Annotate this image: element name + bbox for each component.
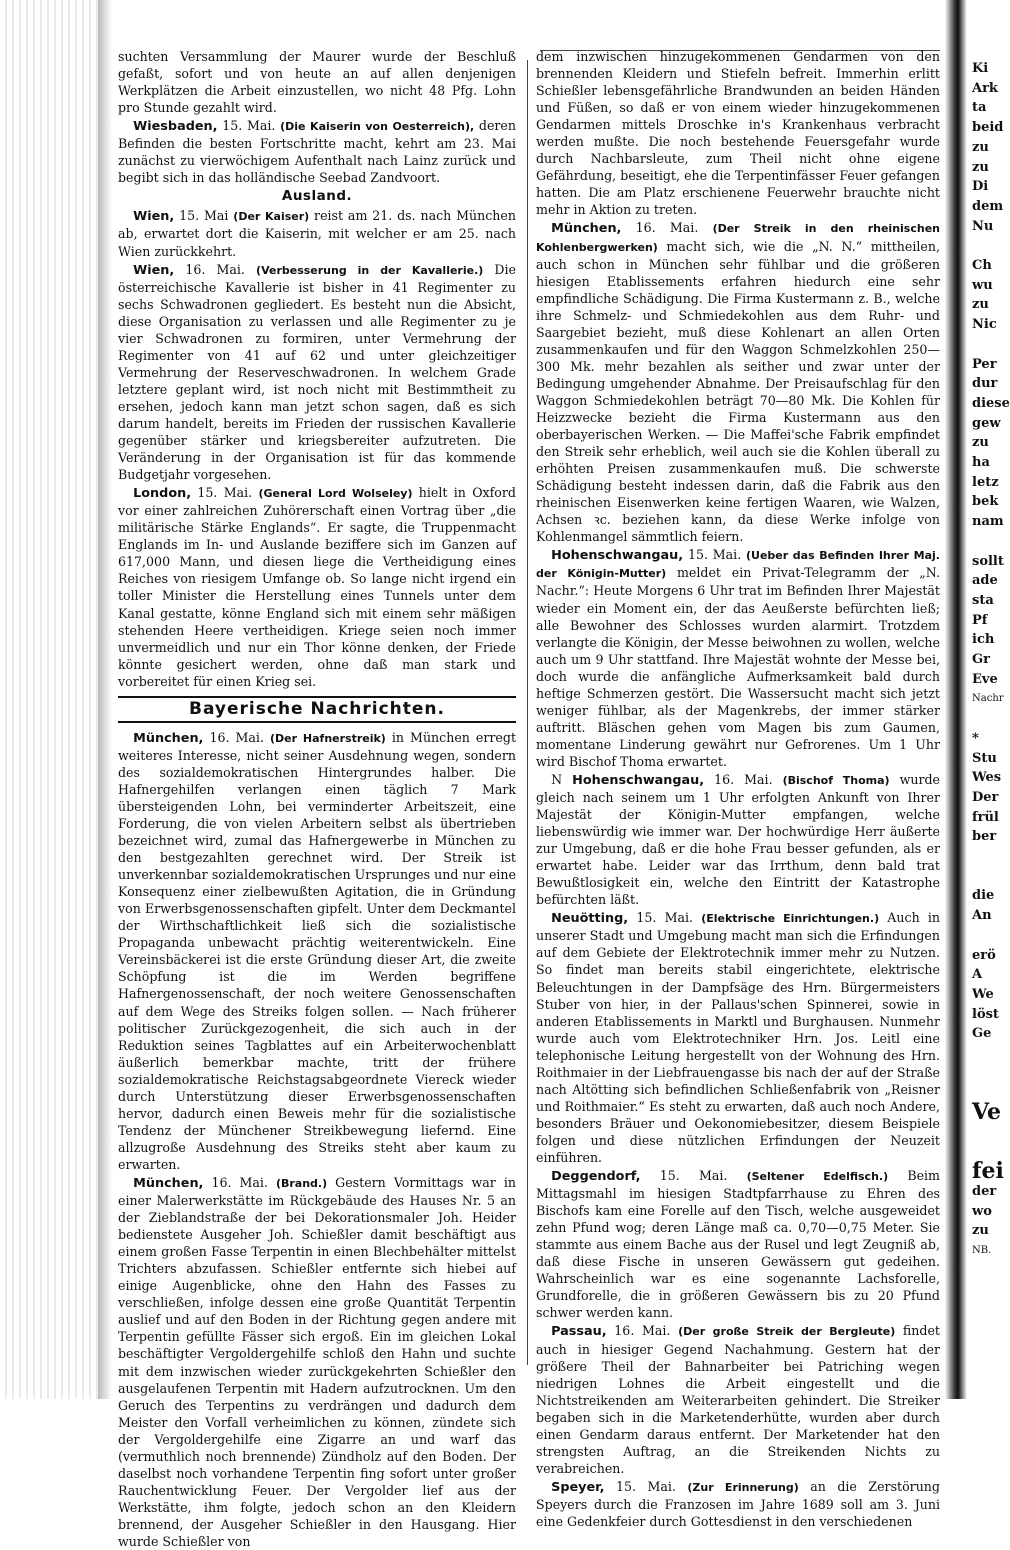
date: 16. Mai. (606, 1323, 679, 1339)
headline: (General Lord Wolseley) (258, 487, 413, 501)
fragment-text: ade (972, 573, 998, 589)
headline: (Der Kaiser) (233, 210, 310, 224)
dateline: Wiesbaden, (133, 119, 218, 135)
dateline: London, (133, 486, 192, 502)
article-text: suchten Versammlung der Maurer wurde der Beschluß gefaßt, sofort und von heute an auf allen denjenigen Werkplätzen die Arbeit einzustellen, wo nicht 48 Pfg. Lohn pro Stunde gezahlt wird. (118, 49, 516, 116)
article-muenchen-kohlenstreik (536, 219, 940, 545)
fragment-text: die (972, 888, 995, 904)
page-stack-edge (0, 0, 110, 1399)
article-text: findet auch in hiesiger Gegend Nachahmung. Gestern hat der größere Theil der Bahnarbeiter bei Patriching wegen niedrigen Lohnes die Arbeit eingestellt und die Nichtstreikenden am Weiterarbeiten gehindert. Die Streiker begaben sich in die Marketenderhütte, wurden aber durch einen Gendarm daraus entfernt. Der Marketender hat den strengsten Auftrag, an die Streikenden Nichts zu verabreichen. (536, 1323, 940, 1476)
fragment-text: NB. (972, 1245, 992, 1256)
article-marker: N (551, 771, 573, 787)
fragment-text: Wes (972, 770, 1002, 786)
adjacent-page-fragments (972, 60, 1010, 1400)
date: 15. Mai. (604, 1478, 688, 1494)
headline: (Elektrische Einrichtungen.) (701, 912, 880, 926)
fragment-text: beid (972, 120, 1004, 136)
headline: (Zur Erinnerung) (687, 1480, 799, 1494)
article-deggendorf (536, 1167, 940, 1321)
article-speyer (536, 1478, 940, 1530)
fragment-text: Nu (972, 218, 994, 234)
fragment-text: dem (972, 198, 1004, 214)
date: 15. Mai. (628, 910, 702, 926)
article-text: an die Zerstörung Speyers durch die Franzosen im Jahre 1689 soll am 3. Juni eine Gedenkfeier durch Gottesdienst in den verschiedenen (536, 1478, 940, 1529)
article-wien-1 (118, 207, 516, 259)
headline: (Bischof Thoma) (782, 773, 890, 787)
article-hohenschwangau-2 (536, 771, 940, 908)
dateline: Hohenschwangau, (572, 772, 705, 788)
fragment-text: zu (972, 159, 989, 175)
article-wiesbaden (118, 117, 516, 186)
fragment-text: ich (972, 632, 995, 648)
fragment-text: zu (972, 1223, 989, 1239)
date: 15. Mai. (217, 118, 281, 134)
fragment-text: Ark (972, 80, 998, 96)
bavarian-news-banner (118, 696, 516, 723)
fragment-text: * (972, 730, 979, 746)
fragment-text: Eve (972, 671, 998, 687)
dateline: Neuötting, (551, 911, 629, 927)
fragment-text: wo (972, 1203, 992, 1219)
article-hohenschwangau-1 (536, 546, 940, 770)
fragment-text: Ve (972, 1099, 1002, 1126)
fragment-text: dur (972, 376, 998, 392)
fragment-text: Ch (972, 258, 992, 273)
dateline: München, (551, 221, 622, 237)
fragment-text: diese (972, 395, 1010, 411)
fragment-text: löst (972, 1006, 999, 1022)
dateline: Hohenschwangau, (551, 548, 684, 564)
headline: (Seltener Edelfisch.) (746, 1170, 889, 1184)
fragment-text: zu (972, 435, 989, 451)
fragment-text: Der (972, 789, 999, 805)
fragment-text: Stu (972, 750, 997, 766)
fragment-text: A (972, 967, 983, 983)
fragment-text: fei (972, 1158, 1004, 1185)
article-text: meldet ein Privat-Telegramm der „N. Nachr.“: Heute Morgens 6 Uhr trat im Befinden Ihrer Majestät wieder ein Moment ein, der das Aeußerste befürchten ließ; alle Bewohner des Schlosses wurden alarmirt. Trotzdem verlangte die Königin, der Messe beiwohnen zu wollen, welche auch um 9 Uhr stattfand. Ihre Majestät wohnte der Messe bei, doch wurde die anfängliche Aufmerksamkeit bald durch heftige Schmerzen gestört. Die Wassersucht macht sich jetzt weniger fühlbar, als der Magenkrebs, der immer stärker auftritt. Bläschen gehen vom Magen bis zum Gaumen, momentane Linderung gewährt nur Gefrorenes. Um 1 Uhr wird Bischof Thoma erwartet. (536, 565, 940, 769)
article-text: Auch in unserer Stadt und Umgebung macht man sich die Erfindungen auf dem Gebiete der Elektrotechnik immer mehr zu Nutzen. So findet man bereits stabil eingerichtete, elektrische Beleuchtungen in der Dampfsäge des Hrn. Bürgermeisters Stuber von hier, in der Pallaus'schen Spinnerei, sowie in anderen Etablissements in Marktl und Burghausen. Nunmehr wurde auch vom Elektrotechniker Hrn. Jos. Leitl eine telephonische Leitung hergestellt von der Wohnung des Hrn. Roithmaier in der Liebfrauengasse bis nach der auf der Straße nach Altötting sich befindlichen Schließenfabrik von „Reisner und Roithmaier.“ Es steht zu erwarten, daß auch noch Andere, besonders Bräuer und Oekonomiebesitzer, diesem Beispiele folgen und diese nützlichen Erfindungen der Neuzeit einführen. (536, 910, 941, 1165)
dateline: Deggendorf, (551, 1169, 641, 1185)
fragment-text: bek (972, 494, 999, 510)
fragment-text: Gr (972, 652, 990, 667)
fragment-text: erö (972, 947, 996, 963)
fragment-text: zu (972, 139, 989, 155)
fragment-text: der (972, 1183, 997, 1199)
fragment-text: Di (972, 179, 989, 195)
dateline: München, (133, 1176, 204, 1191)
article-text: reist am 21. ds. nach München ab, erwartet dort die Kaiserin, mit welcher er am 25. nach Wien zurückkehrt. (118, 208, 516, 259)
headline: (Der Hafnerstreik) (270, 731, 386, 745)
article-text: Die österreichische Kavallerie ist bisher in 41 Regimenter zu sechs Schwadronen gegliedert. Es besteht nun die Absicht, diese Organisation zu verlassen und alle Regimenter zu je vier Schwadronen zu formiren, unter Vermehrung der Regimenter von 41 auf 62 und unter gleichzeitiger Vermehrung der Reserveschwadronen. In welchem Grade letztere geplant wird, ist noch nicht mit Bestimmtheit zu ersehen, jedoch kann man jetzt schon sagen, daß es sich darum handelt, bereits im Frieden der russischen Kavallerie gegenüber stärker und kriegsbereiter aufzutreten. Die Veränderung in der Organisation ist für das kommende Budgetjahr vorgesehen. (118, 261, 516, 483)
fragment-text: Ki (972, 61, 989, 76)
headline: (Der Streik in den rheinischen Kohlenbergwerken) (536, 222, 940, 254)
fragment-text: An (972, 908, 992, 924)
article-text: in München erregt weiteres Interesse, nicht seiner Ausdehnung wegen, sondern des sozialdemokratischen Hintergrundes halber. Die Hafnergehilfen verlangen einen täglich 7 Mark übersteigenden Lohn, bei verminderter Arbeitszeit, eine Forderung, die von vielen Arbeitern selbst als übertrieben bezeichnet wird, zumal das Hafnergewerbe in München zu den bestgezahlten gerechnet wird. Der Streik ist unverkennbar sozialdemokratischen Ursprunges und nur eine Konsequenz einer zielbewußten Agitation, die in Gründung von Erwerbsgenossenschaften gipfelt. Unter dem Deckmantel der Wirthschaftlichkeit ließ sich die sozialistische Propaganda unbewacht prächtig weiterentwickeln. Eine Vereinsbäckerei ist die erste Gründung dieser Art, die zweite Schöpfung ist die im Werden begriffene Hafnergenossenschaft, der noch weitere Genossenschaften auf dem Wege des Streiks folgen sollen. — Nach früherer politischer Zurückgezogenheit, die sich auch in der Reduktion seines Tagblattes auf ein Arbeiterwochenblatt äußerlich bemerkbar machte, tritt der frühere sozialdemokratische Reichstagsabgeordnete Viereck wieder durch Unterstützung dieser Erwerbsgenossenschaften hervor, dadurch einen Beweis mehr für die sozialistische Tendenz der Münchener Streikbewegung liefernd. Eine allzugroße Ausdehnung des Streiks steht aber kaum zu erwarten. (118, 729, 516, 1172)
fragment-text: ber (972, 829, 997, 845)
date: 16. Mai. (203, 729, 270, 745)
left-column (118, 48, 516, 1549)
article-text: dem inzwischen hinzugekommenen Gendarmen von den brennenden Kleidern und Stiefeln befreit. Immerhin erlitt Schießler lebensgefährliche Brandwunden an beiden Händen und Füßen, so daß er von einem wieder hinzugekommenen Gendarmen mittels Droschke in's Krankenhaus verbracht werden mußte. Die noch bestehende Feuersgefahr wurde durch Nachbarsleute, zum Theil nicht ohne eigene Gefährdung, beseitigt, ehe die Terpentinfässer Feuer gefangen hatten. Die am Platz erschienene Feuerwehr brauchte nicht mehr in Aktion zu treten. (536, 49, 940, 218)
article-muenchen-brand (118, 1174, 516, 1550)
fragment-text: gew (972, 415, 1001, 431)
fragment-text: Per (972, 356, 997, 372)
date: 15. Mai. (191, 485, 259, 501)
column-rule (527, 60, 528, 1365)
fragment-text: ha (972, 455, 990, 470)
dateline: Passau, (551, 1324, 607, 1340)
date: 15. Mai. (683, 547, 746, 563)
fragment-text: Pf (972, 612, 988, 628)
fragment-text: nam (972, 514, 1004, 530)
middle-column (536, 48, 941, 1529)
fragment-text: frül (972, 809, 999, 825)
fragment-text: letz (972, 474, 999, 490)
fragment-text: ta (972, 100, 987, 116)
book-gutter (945, 0, 967, 1399)
article-wien-2 (118, 261, 516, 484)
fragment-text: sollt (972, 553, 1004, 569)
article-text: macht sich, wie die „N. N.“ mittheilen, auch schon in München sehr fühlbar und die größeren hiesigen Etablissements erfahren hiedurch eine sehr empfindliche Schädigung. Die Firma Kustermann z. B., welche ihre Schmelz- und Schmiedekohlen aus dem Ruhr- und Saargebiet bezieht, muß diese Kohlenart an allen Orten zusammenkaufen und für den Waggon Schmelzkohlen 250—300 Mk. mehr bezahlen als seither und zwar unter der Bedingung umgehender Abnahme. Der Preisaufschlag für den Waggon Schmiedekohlen beträgt 70—80 Mk. Die Kohlen für Heizzwecke bezieht die Firma Kustermann aus den oberbayerischen Werken. — Die Maffei'sche Fabrik empfindet den Streik sehr erheblich, weil auch sie die Kohlen überall zu erhöhten Preisen zusammenkaufen muß. Die schwerste Schädigung besteht indessen darin, daß die Fabrik aus den rheinischen Eisenwerken keine fertigen Waaren, wie Walzen, Achsen ꝛc. beziehen kann, da diese Werke infolge von Kohlenmangel sämmtlich feiern. (536, 238, 940, 545)
binding-shadow (98, 0, 112, 1399)
date: 16. Mai. (704, 771, 783, 787)
date: 15. Mai (174, 208, 234, 224)
dateline: Speyer, (551, 1479, 605, 1495)
headline: (Verbesserung in der Kavallerie.) (256, 263, 484, 277)
article-text: deren Befinden die besten Fortschritte macht, kehrt am 23. Mai zunächst zu vierwöchigem Aufenthalt nach Lainz zurück und begibt sich in das holländische Seebad Zandvoort. (118, 118, 516, 186)
dateline: München, (133, 730, 204, 746)
date: 16. Mai. (203, 1175, 276, 1190)
fragment-text: We (972, 986, 994, 1002)
article-text: Beim Mittagsmahl im hiesigen Stadtpfarrhause zu Ehren des Bischofs kam eine Forelle auf den Tisch, welche ausgeweidet zehn Pfund wog; deren Länge maß ca. 0,70—0,75 Meter. Sie stammte aus einem Bache aus der Rusel und legt Zeugniß ab, daß diese Fische in unseren Gewässern gut gedeihen. Wahrscheinlich war es eine sogenannte Lachsforelle, Grundforelle, die in größeren Gewässern bis zu 20 Pfund schwer werden kann. (536, 1168, 941, 1321)
article-muenchen-hafnerstreik (118, 729, 516, 1173)
article-london (118, 484, 516, 690)
article-neuoetting (536, 909, 940, 1166)
date: 15. Mai. (640, 1168, 747, 1184)
headline: (Ueber das Befinden Ihrer Maj. der Königin-Mutter) (536, 549, 940, 581)
fragment-text: wu (972, 277, 993, 293)
fragment-text: zu (972, 297, 989, 313)
fragment-text: Nic (972, 317, 997, 333)
dateline: Wien, (133, 262, 175, 278)
article-maurer (118, 48, 516, 116)
fragment-text: Ge (972, 1026, 992, 1042)
headline: (Der große Streik der Bergleute) (678, 1325, 896, 1339)
article-passau (536, 1322, 940, 1476)
headline: (Die Kaiserin von Oesterreich), (280, 120, 475, 134)
bavarian-news-heading: Bayerische Nachrichten. (189, 698, 445, 719)
date: 16. Mai. (621, 220, 713, 236)
ausland-heading: Ausland. (281, 188, 353, 205)
fragment-text: sta (972, 592, 994, 608)
article-text: Gestern Vormittags war in einer Malerwerkstätte im Rückgebäude des Hauses Nr. 5 an der Zieblandstraße der bei Dekorationsmaler Joh. Heider bedienstete Ausgeher Joh. Schießler damit beschäftigt aus einem großen Fasse Terpentin in einen Blechbehälter mittelst Trichters abzufassen. Schießler entfernte sich hiebei auf einige Augenblicke, ohne den Hahn des Fasses zu verschließen, infolge dessen eine große Quantität Terpentin auslief und auf den Boden in der Richtung gegen andere mit Terpentin gefüllte Fässer sich ergoß. Ein im gleichen Lokal beschäftigter Vergoldergehilfe schloß den Hahn und suchte mit dem inzwischen wieder zurückgekehrten Schießler den ausgelaufenen Terpentin mit Hadern aufzutrocknen. Um den Geruch des Terpentins zu verdrängen und dadurch dem Meister den Vorfall verheimlichen zu können, zündete sich der Vergoldergehilfe eine Zigarre an und warf das (vermuthlich noch brennende) Zündholz auf den Boden. Der daselbst noch vorhandene Terpentin fing sofort unter großer Rauchentwicklung Feuer. Der Vergolder lief aus der Werkstätte, ihm folgte, jedoch schon an den Kleidern brennend, der Ausgeher Schießler in den Hausgang. Hier wurde Schießler von (118, 1175, 516, 1549)
headline: (Brand.) (275, 1177, 328, 1190)
article-text: hielt in Oxford vor einer zahlreichen Zuhörerschaft einen Vortrag über „die militärische Stärke Englands“. Er sagte, die Truppenmacht Englands im In- und Auslande beziffere sich im Ganzen auf 617,000 Mann, und diesen liege die Vertheidigung eines Reiches von riesigem Umfange ob. So lange nicht irgend ein toller Minister die Herstellung eines Tunnels unter dem Kanal gestatte, könne England sich mit einem sehr mäßigen stehenden Heere vertheidigen. Kriege seien noch immer unvermeidlich und nur ein Thor könne denken, der Friede könnte gesichert werden, ohne daß man stark und vorbereitet für einen Krieg sei. (118, 485, 516, 689)
article-brand-continued (536, 48, 940, 218)
article-text: wurde gleich nach seinem um 1 Uhr erfolgten Ankunft von Ihrer Majestät der Königin-Mutter empfangen, welche liebenswürdig wie immer war. Der hochwürdige Herr äußerte zur Umgebung, daß er die hohe Frau besser gefunden, als er erwartet habe. Leider war das Irrthum, denn bald trat Bewußtlosigkeit ein, welche den Eintritt der Katastrophe befürchten läßt. (536, 771, 940, 908)
fragment-text: Nachr (972, 693, 1004, 705)
dateline: Wien, (133, 209, 175, 225)
date: 16. Mai. (174, 261, 257, 277)
